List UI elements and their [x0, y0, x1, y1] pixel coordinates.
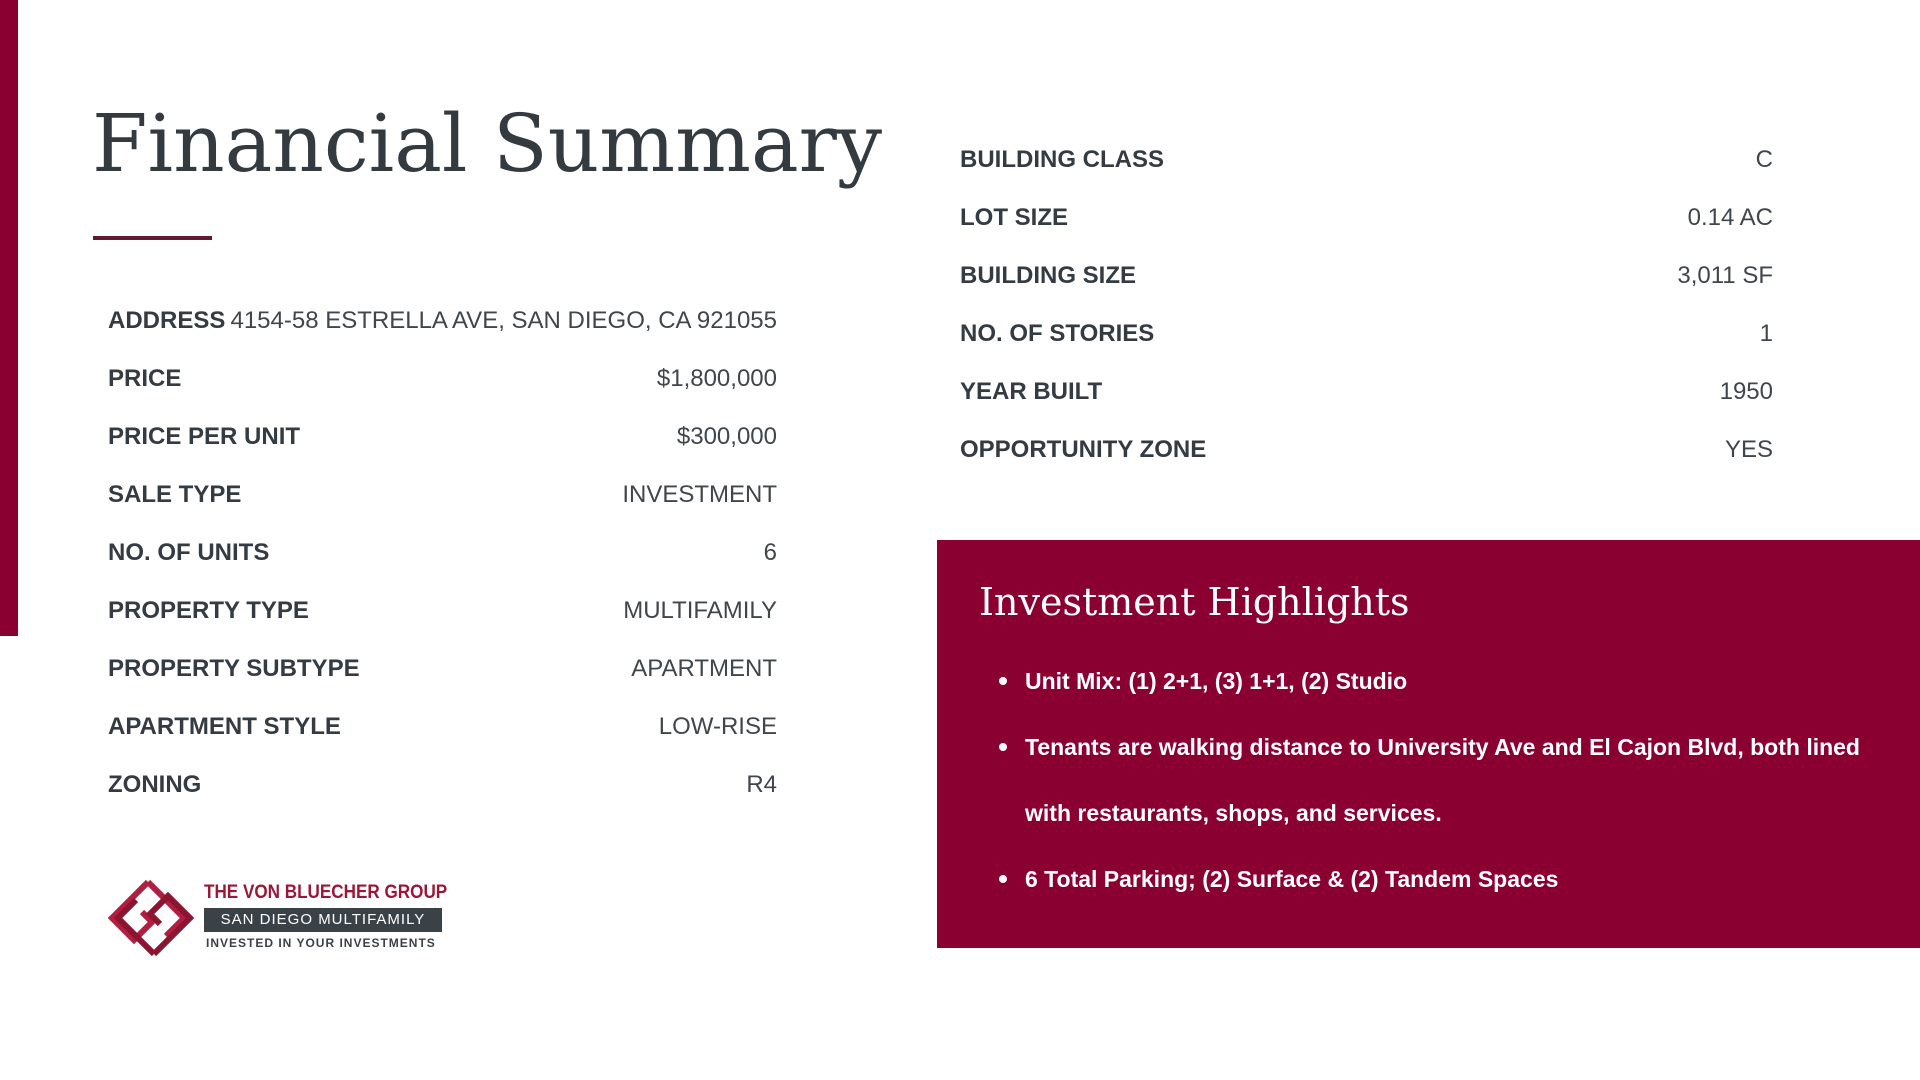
detail-value: LOW-RISE	[658, 713, 777, 740]
detail-row-address	[108, 292, 777, 350]
detail-row-year-built	[960, 363, 1773, 421]
detail-value: 6	[763, 539, 777, 566]
building-details-table	[960, 131, 1773, 479]
detail-row-lot-size	[960, 189, 1773, 247]
investment-highlights-panel	[937, 540, 1920, 948]
detail-value: $1,800,000	[656, 365, 777, 392]
detail-row-price	[108, 350, 777, 408]
detail-value: INVESTMENT	[622, 481, 777, 508]
detail-label: PROPERTY SUBTYPE	[108, 655, 360, 682]
detail-row-stories	[960, 305, 1773, 363]
detail-label: BUILDING CLASS	[960, 146, 1164, 173]
detail-row-opportunity-zone	[960, 421, 1773, 479]
logo-subtitle: SAN DIEGO MULTIFAMILY	[204, 908, 442, 932]
detail-label: YEAR BUILT	[960, 378, 1103, 405]
detail-value: 0.14 AC	[1687, 204, 1773, 231]
detail-label: PROPERTY TYPE	[108, 597, 309, 624]
detail-label: OPPORTUNITY ZONE	[960, 436, 1207, 463]
detail-label: PRICE	[108, 365, 182, 392]
logo-company-name: THE VON BLUECHER GROUP	[204, 882, 448, 903]
detail-row-units	[108, 524, 777, 582]
detail-value: 1	[1759, 320, 1773, 347]
property-details-table	[108, 292, 777, 814]
detail-label: ADDRESS	[108, 307, 226, 334]
detail-label: NO. OF STORIES	[960, 320, 1155, 347]
detail-row-zoning	[108, 756, 777, 814]
detail-value: 4154-58 ESTRELLA AVE, SAN DIEGO, CA 921055	[230, 307, 777, 334]
detail-row-price-per-unit	[108, 408, 777, 466]
highlight-item: Tenants are walking distance to University Ave and El Cajon Blvd, both lined with restaurants, shops, and services.	[977, 714, 1897, 846]
detail-value: 3,011 SF	[1677, 262, 1773, 289]
detail-value: YES	[1724, 436, 1773, 463]
detail-row-property-subtype	[108, 640, 777, 698]
detail-label: ZONING	[108, 771, 202, 798]
left-accent-bar	[0, 0, 18, 636]
highlights-list	[977, 648, 1897, 912]
page-title: Financial Summary	[92, 97, 883, 190]
detail-row-property-type	[108, 582, 777, 640]
title-underline	[93, 236, 212, 240]
detail-value: C	[1755, 146, 1773, 173]
interlocking-diamond-logo-icon	[104, 878, 196, 958]
detail-label: BUILDING SIZE	[960, 262, 1137, 289]
detail-value: APARTMENT	[631, 655, 777, 682]
company-logo	[104, 878, 464, 958]
highlight-item: Unit Mix: (1) 2+1, (3) 1+1, (2) Studio	[977, 648, 1897, 714]
detail-value: $300,000	[676, 423, 777, 450]
highlights-title: Investment Highlights	[979, 580, 1410, 624]
detail-value: 1950	[1719, 378, 1773, 405]
detail-value: R4	[746, 771, 777, 798]
detail-label: LOT SIZE	[960, 204, 1068, 231]
detail-label: APARTMENT STYLE	[108, 713, 341, 740]
highlight-item: 6 Total Parking; (2) Surface & (2) Tandem Spaces	[977, 846, 1897, 912]
detail-row-building-class	[960, 131, 1773, 189]
detail-label: PRICE PER UNIT	[108, 423, 301, 450]
logo-tagline: INVESTED IN YOUR INVESTMENTS	[206, 936, 436, 950]
detail-label: NO. OF UNITS	[108, 539, 270, 566]
detail-label: SALE TYPE	[108, 481, 242, 508]
detail-row-building-size	[960, 247, 1773, 305]
detail-value: MULTIFAMILY	[623, 597, 777, 624]
detail-row-apartment-style	[108, 698, 777, 756]
detail-row-sale-type	[108, 466, 777, 524]
